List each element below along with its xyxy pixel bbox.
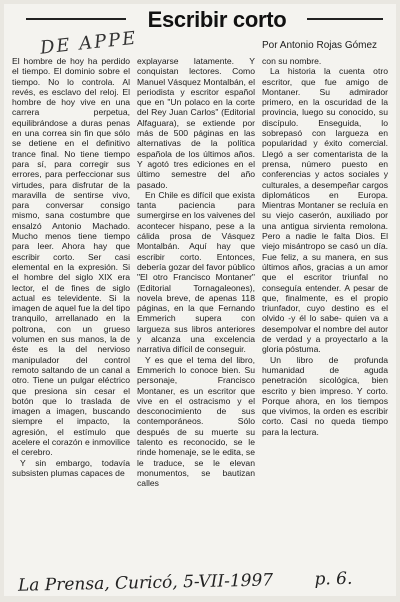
paragraph: explayarse latamente. Y conquistan lectores. Como Manuel Vásquez Montalbán, el periodista y escritor español que en "Un polaco en la corte del Rey Juan Carlos" (Editorial Alfaguara), se extiende por más de 500 páginas en las alternativas de la política española de los últimos años. Y agotó tres ediciones en el último semestre del año pasado. <box>137 56 256 190</box>
source-note: La Prensa, Curicó, 5-VII-1997 <box>17 570 274 596</box>
paragraph: con su nombre. <box>262 56 322 66</box>
paragraph: Un libro de profunda humanidad de aguda penetración sicológica, bien escrito y bien impreso. Y corto. Porque ahora, en los tiempos que vivimos, la orden es escribir corto. Casi no queda tiempo para la lectura. <box>262 354 388 437</box>
paragraph: La historia la cuenta otro escritor, que fue amigo de Montaner. Su admirador primero, en la oscuridad de la provincia, luego su conocido, su discípulo. Enseguida, lo sobrepasó con largueza en popularidad y éxito comercial. Llegó a ser comentarista de la prensa, número puesto en conferencias y actos sociales y culturales, a desempeñar cargos diplomáticos en Europa. Mientras Montaner se recluía en su viejo caserón, auxiliado por una antigua sirvienta remolona. Pero a nadie le falta Dios. El viejo misántropo se casó un día. Fue feliz, a su manera, en sus últimos años, gracias a un amor que el escritor triunfal no conseguía entender. A pesar de que, finalmente, es el propio triunfador, cuyo destino es el olvido -y él lo sabe- quien va a desempolvar el nombre del autor de verdad y a proyectarlo a la gloria póstuma. <box>262 66 388 355</box>
title-rule-left <box>26 18 126 20</box>
article-byline: Por Antonio Rojas Gómez <box>262 40 378 51</box>
article-title: Escribir corto <box>147 7 287 32</box>
page-number-note: p. 6. <box>314 568 353 590</box>
article-column-3 <box>262 56 388 437</box>
paragraph: En Chile es difícil que exista tanta paciencia para sumergirse en los vaivenes del acontecer hispano, pese a la cálida prosa de Vásquez Montalbán. Aquí hay que escribir corto. Entonces, debería gozar del favor público "El otro Francisco Montaner" (Editorial Tornagaleones), novela breve, de apenas 118 páginas, en la que Fernando Emmerich supera con largueza sus libros anteriores y alcanza una excelencia narrativa difícil de conseguir. <box>137 189 256 355</box>
article-column-2 <box>137 56 255 488</box>
handwritten-stamp: DE APPE <box>39 27 139 59</box>
paragraph: El hombre de hoy ha perdido el tiempo. El dominio sobre el tiempo. No lo controla. Al revés, es esclavo del reloj. El hombre de hoy vive en una carrera perpetua, equilibrándose a duras penas en una correa sin fin que sólo se detiene en el definitivo trance final. No tiene tiempo para sí, para corregir sus errores, para perfeccionar sus virtudes, para disfrutar de la maravilla de sentirse vivo, para conversar consigo mismo, sana costumbre que ensalzó Antonio Machado. Mucho menos tiene tiempo para leer. Ahora hay que escribir corto. Ser casi elemental en la expresión. Si el hombre del siglo XIX era lector, el de fines de siglo actual es televidente. Si la imagen de aquel fue la del tipo tranquilo, arrellanado en la poltrona, con un grueso volumen en sus manos, la de éste es la del nervioso manipulador del control remoto saltando de un canal a otro. Tiene un pulgar eléctrico que presiona sin cesar el botón que lo traslada de imagen a imagen, buscando siempre el impacto, la agresión, el estímulo que acelere el corazón e inmovilice el cerebro. <box>12 56 130 458</box>
handwritten-source-note <box>18 568 378 602</box>
paragraph: Y sin embargo, todavía subsisten plumas capaces de <box>12 457 130 478</box>
paragraph: Y es que el tema del libro, Emmerich lo conoce bien. Su personaje, Francisco Montaner, es un escritor que vive en el ostracismo y el desconocimiento de sus contemporáneos. Sólo después de su muerte su talento es reconocido, se le rinde homenaje, se le edita, se le traduce, se le elevan monumentos, se bautizan calles <box>137 354 255 489</box>
article-column-1 <box>12 56 130 478</box>
title-rule-right <box>307 18 383 20</box>
newspaper-clipping <box>4 4 396 596</box>
